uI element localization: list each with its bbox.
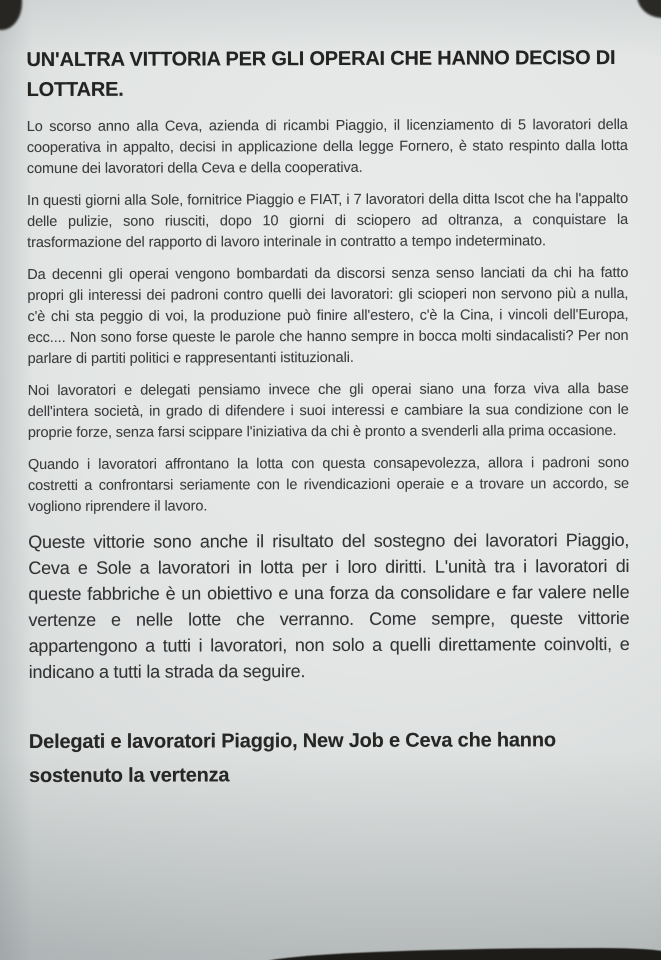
paragraph-sole-iscot: In questi giorni alla Sole, fornitrice Piaggio e FIAT, i 7 lavoratori della ditta Iscot che ha l'appalto delle pulizie, sono riusciti, dopo 10 giorni di sciopero ad oltranza, a conquistare la trasformazione del rapporto di lavoro interinale in contratto a tempo indeterminato. xyxy=(26,190,629,252)
paragraph-quando: Quando i lavoratori affrontano la lotta con questa consapevolezza, allora i padroni sono costretti a confrontarsi seriamente con le rivendicazioni operaie e a trovare un accordo, se vogliono riprendere il lavoro. xyxy=(27,454,630,516)
signature-line: Delegati e lavoratori Piaggio, New Job e Ceva che hanno sostenuto la vertenza xyxy=(28,729,556,788)
leaflet-title: UN'ALTRA VITTORIA PER GLI OPERAI CHE HANNO DECISO DI LOTTARE. xyxy=(26,47,616,102)
paragraph-noi-lavoratori: Noi lavoratori e delegati pensiamo invece che gli operai siano una forza viva alla base dell'intera società, in grado di difendere i suoi interessi e cambiare la sua condizione con le proprie forze, senza farsi scippare l'iniziativa da chi è pronto a svenderli alla prima occasione. xyxy=(27,380,629,442)
paragraph-ceva: Lo scorso anno alla Ceva, azienda di ricambi Piaggio, il licenziamento di 5 lavoratori della cooperativa in appalto, decisi in applicazione della legge Fornero, è stato respinto dalla lotta comune dei lavoratori della Ceva e della cooperativa. xyxy=(26,116,628,178)
highlight-paragraph: Queste vittorie sono anche il risultato del sostegno dei lavoratori Piaggio, Ceva e Sole a lavoratori in lotta per i loro diritti. L'unità tra i lavoratori di queste fabbriche è un obiettivo e una forza da consolidare e far valere nelle vertenze e nelle lotte che verranno. Come sempre, queste vittorie appartengono a tutti i lavoratori, non solo a quelli direttamente coinvolti, e indicano a tutti la strada da seguire. xyxy=(28,529,630,683)
paragraph-discorsi: Da decenni gli operai vengono bombardati da discorsi senza senso lanciati da chi ha fatto propri gli interessi dei padroni contro quelli dei lavoratori: gli scioperi non servono più a nulla, c'è chi sta peggio di voi, la produzione può finire all'estero, c'è la Cina, i vincoli dell'Europa, ecc.... Non sono forse queste le parole che hanno sempre in bocca molti sindacalisti? Per non parlare di partiti politici e rappresentanti istituzionali. xyxy=(27,264,629,368)
